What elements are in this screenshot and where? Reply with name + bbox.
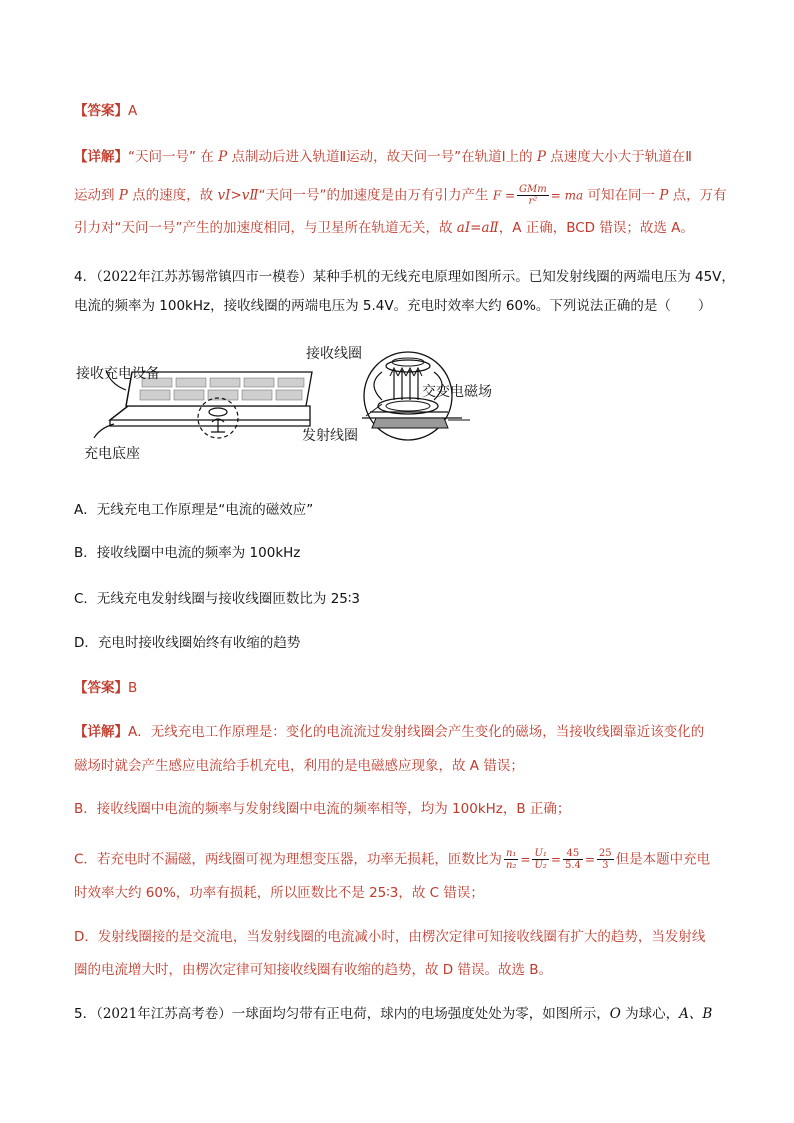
detail-tag: 【详解】	[74, 724, 128, 740]
q4-detail-line-1: 【详解】A．无线充电工作原理是：变化的电流流过发射线圈会产生变化的磁场，当接收线圈靠近该变化的	[74, 724, 705, 740]
turns-ratio-fraction: $\frac{\text{n₁}}{\text{n₂}}$	[505, 848, 517, 871]
label-alternating-field: 交变电磁场	[422, 384, 492, 400]
gravity-fraction: $\frac{\text{GMm}}{\text{r²}}$	[519, 184, 547, 207]
velocity-inequality: vⅠ>vⅡ	[217, 187, 259, 204]
option-a: A．无线充电工作原理是“电流的磁效应”	[74, 502, 314, 518]
q3-detail-line-2: 运动到 P 点的速度，故 vⅠ>vⅡ“天问一号”的加速度是由万有引力产生 F = $\frac{\text{GMm}}{\text{r²}}$ = ma 可知在同一 P 点，万有	[74, 184, 727, 207]
answer-tag: 【答案】	[74, 103, 128, 119]
question-source: （2022年江苏苏锡常镇四市一模卷）	[96, 269, 313, 285]
q4-detail-line-5: 时效率大约 60%，功率有损耗，所以匝数比不是 25∶3，故 C 错误；	[74, 885, 484, 901]
option-d: D．充电时接收线圈始终有收缩的趋势	[74, 635, 301, 651]
question-number: 4．	[74, 269, 97, 285]
option-b: B．接收线圈中电流的频率为 100kHz	[74, 545, 301, 561]
numeric-ratio-fraction: $\frac{45}{5.4}$	[564, 848, 581, 871]
q4-stem-line-2: 电流的频率为 100kHz，接收线圈的两端电压为 5.4V。充电时效率大约 60%。下列说法正确的是（ ）	[74, 298, 712, 314]
q3-answer-line	[74, 101, 137, 121]
detail-tag: 【详解】	[74, 149, 128, 165]
q3-detail-line-3: 引力对“天问一号”产生的加速度相同，与卫星所在轨道无关，故 aⅠ=aⅡ，A 正确，BCD 错误；故选 A。	[74, 220, 694, 236]
question-source: （2021年江苏高考卷）	[96, 1006, 232, 1022]
q4-detail-line-3: B．接收线圈中电流的频率与发射线圈中电流的频率相等，均为 100kHz，B 正确；	[74, 801, 571, 817]
acceleration-equality: aⅠ=aⅡ	[456, 220, 499, 236]
label-charging-base: 充电底座	[84, 446, 140, 462]
q3-detail-line-1: 【详解】“天问一号” 在 P 点制动后进入轨道Ⅱ运动，故天问一号”在轨道Ⅰ上的 P 点速度大小大于轨道在Ⅱ	[74, 149, 692, 165]
q4-detail-line-7: 圈的电流增大时，由楞次定律可知接收线圈有收缩的趋势，故 D 错误。故选 B。	[74, 962, 553, 978]
answer-value: B	[128, 680, 138, 696]
answer-tag: 【答案】	[74, 680, 128, 696]
simplified-ratio-fraction: $\frac{25}{3}$	[598, 848, 612, 871]
q5-stem-line-1: 5．（2021年江苏高考卷）一球面均匀带有正电荷，球内的电场强度处处为零，如图所示，O 为球心，A、B	[74, 1006, 713, 1022]
q4-detail-line-2: 磁场时就会产生感应电流给手机充电，利用的是电磁感应现象，故 A 错误；	[74, 758, 524, 774]
label-receiving-device: 接收充电设备	[76, 366, 160, 382]
q4-stem-line-1: 4．（2022年江苏苏锡常镇四市一模卷）某种手机的无线充电原理如图所示。已知发射线圈的两端电压为 45V，	[74, 269, 735, 285]
wireless-charging-figure	[70, 340, 510, 470]
option-c: C．无线充电发射线圈与接收线圈匝数比为 25∶3	[74, 591, 360, 607]
q4-detail-line-6: D．发射线圈接的是交流电，当发射线圈的电流减小时，由楞次定律可知接收线圈有扩大的趋势，当发射线	[74, 929, 706, 945]
question-number: 5．	[74, 1006, 97, 1022]
voltage-ratio-fraction: $\frac{\text{U₁}}{\text{U₂}}$	[534, 848, 547, 871]
q4-answer-line	[74, 678, 137, 698]
label-emitting-coil: 发射线圈	[302, 428, 358, 444]
answer-value: A	[128, 103, 138, 119]
q4-detail-line-4: C．若充电时不漏磁，两线圈可视为理想变压器，功率无损耗，匝数比为 $\frac{\text{n₁}}{\text{n₂}}$ = $\frac{\text{U₁}}{\text{U₂}}$ = $\frac{45}{5.4}$ = $\frac{25}{3}$ 但是本题中充电	[74, 848, 711, 871]
label-receiving-coil: 接收线圈	[306, 346, 362, 362]
